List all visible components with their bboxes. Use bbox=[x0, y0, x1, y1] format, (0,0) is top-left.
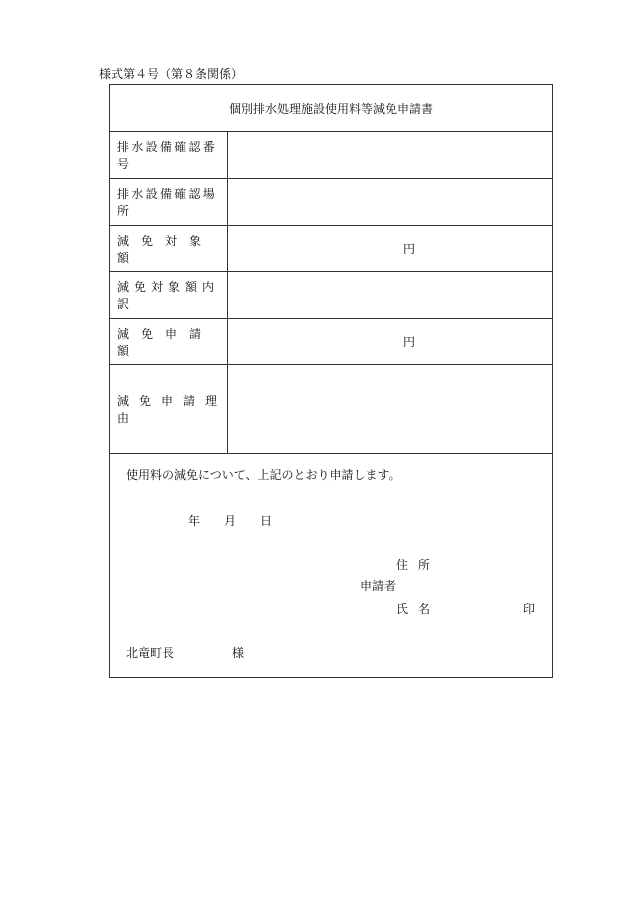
exemption-target-breakdown-field[interactable] bbox=[228, 272, 552, 318]
month-label: 月 bbox=[224, 514, 237, 528]
row-exemption-target-breakdown bbox=[110, 272, 552, 319]
exemption-request-reason-field[interactable] bbox=[228, 365, 552, 453]
row-label: 排水設備確認場所 bbox=[117, 187, 218, 218]
row-label: 減 免 申 請 額 bbox=[117, 326, 214, 358]
row-label: 排水設備確認番号 bbox=[117, 140, 218, 171]
form-title: 個別排水処理施設使用料等減免申請書 bbox=[110, 85, 552, 132]
application-form bbox=[109, 84, 553, 678]
recipient-name: 北竜町長 bbox=[126, 646, 175, 660]
exemption-target-amount-field[interactable] bbox=[228, 226, 552, 271]
row-exemption-request-reason bbox=[110, 365, 552, 454]
year-label: 年 bbox=[188, 514, 201, 528]
day-label: 日 bbox=[260, 514, 273, 528]
name-label: 氏名 bbox=[396, 602, 441, 616]
row-label: 減 免 申 請 理 由 bbox=[117, 394, 228, 425]
row-label: 減免対象額内訳 bbox=[117, 280, 220, 311]
seal-mark: 印 bbox=[523, 602, 536, 616]
drainage-confirmation-number-field[interactable] bbox=[228, 132, 552, 178]
row-drainage-confirmation-location bbox=[110, 179, 552, 226]
row-exemption-request-amount bbox=[110, 319, 552, 365]
row-drainage-confirmation-number bbox=[110, 132, 552, 179]
row-label: 減 免 対 象 額 bbox=[117, 233, 214, 265]
recipient-honorific: 様 bbox=[232, 646, 245, 660]
request-statement: 使用料の減免について、上記のとおり申請します。 bbox=[126, 468, 401, 482]
applicant-label: 申請者 bbox=[360, 579, 397, 593]
form-number: 様式第４号（第８条関係） bbox=[99, 67, 244, 81]
yen-unit: 円 bbox=[403, 242, 416, 256]
exemption-request-amount-field[interactable] bbox=[228, 319, 552, 364]
row-exemption-target-amount bbox=[110, 226, 552, 272]
drainage-confirmation-location-field[interactable] bbox=[228, 179, 552, 225]
address-label: 住所 bbox=[396, 558, 441, 572]
yen-unit: 円 bbox=[403, 335, 416, 349]
